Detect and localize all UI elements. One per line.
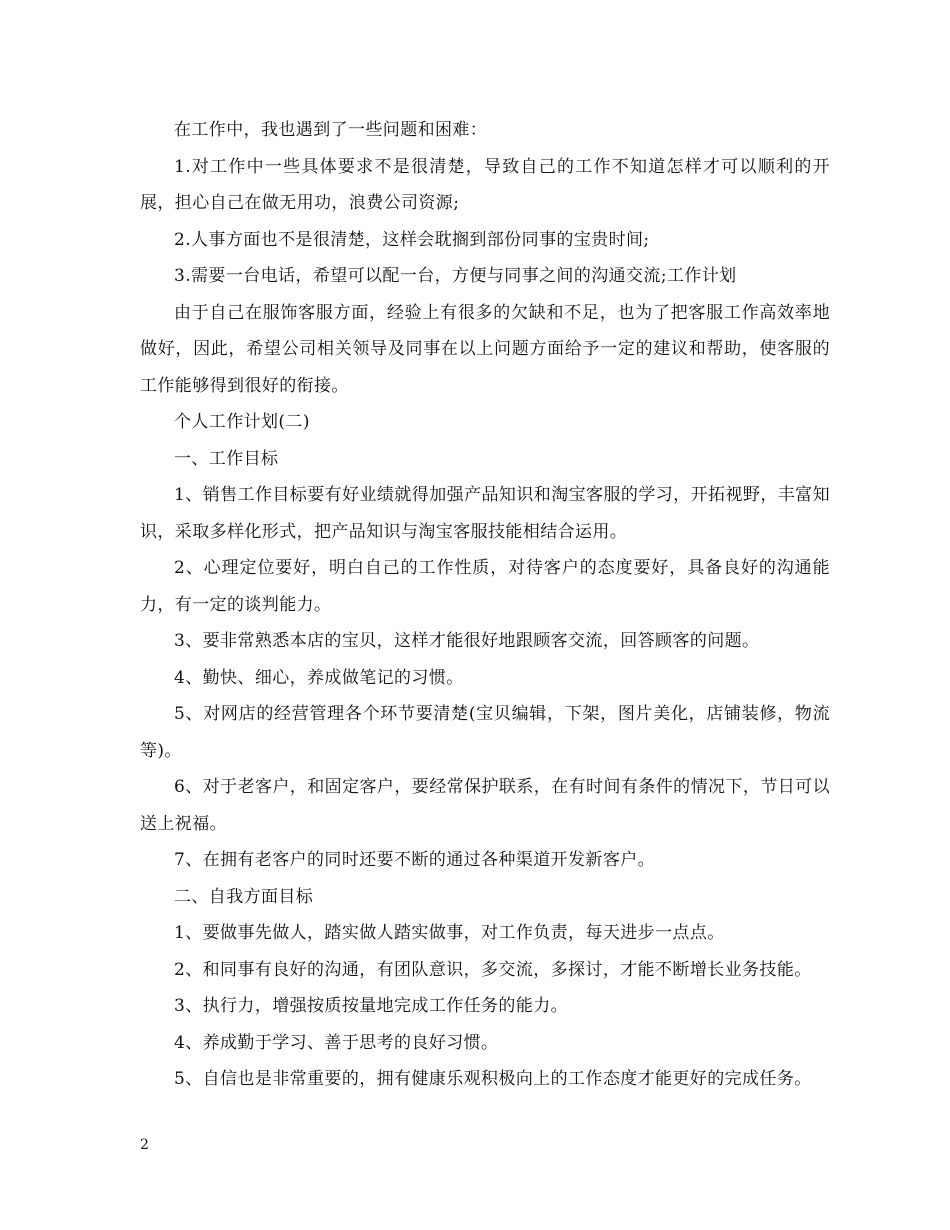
self-goal-item-3: 3、执行力，增强按质按量地完成工作任务的能力。	[174, 996, 569, 1016]
self-goals-heading: 二、自我方面目标	[174, 886, 314, 907]
self-goal-item-1: 1、要做事先做人，踏实做人踏实做事，对工作负责，每天进步一点点。	[174, 923, 725, 943]
problem-item-2: 2.人事方面也不是很清楚，这样会耽搁到部份同事的宝贵时间;	[174, 229, 650, 250]
work-goal-item-6: 6、对于老客户，和固定客户，要经常保护联系，在有时间有条件的情况下，节日可以送上祝福。	[140, 777, 830, 834]
self-goal-item-5: 5、自信也是非常重要的，拥有健康乐观积极向上的工作态度才能更好的完成任务。	[174, 1069, 812, 1089]
work-goal-item-4: 4、勤快、细心，养成做笔记的习惯。	[174, 667, 464, 688]
work-goal-item-5: 5、对网店的经营管理各个环节要清楚(宝贝编辑，下架，图片美化，店铺装修，物流等)。	[140, 704, 830, 761]
self-goal-item-2: 2、和同事有良好的沟通，有团队意识，多交流，多探讨，才能不断增长业务技能。	[174, 959, 812, 980]
problem-item-3: 3.需要一台电话，希望可以配一台，方便与同事之间的沟通交流;工作计划	[174, 266, 737, 286]
problem-item-1: 1.对工作中一些具体要求不是很清楚，导致自己的工作不知道怎样才可以顺利的开展，担心自己在做无用功，浪费公司资源;	[140, 156, 830, 213]
summary-paragraph: 由于自己在服饰客服方面，经验上有很多的欠缺和不足，也为了把客服工作高效率地做好，因此，希望公司相关领导及同事在以上问题方面给予一定的建议和帮助，使客服的工作能够得到很好的衔接。	[140, 302, 830, 396]
document-body	[140, 112, 830, 1098]
plan-section-title: 个人工作计划(二)	[174, 412, 310, 432]
work-goal-item-2: 2、心理定位要好，明白自己的工作性质，对待客户的态度要好，具备良好的沟通能力，有一定的谈判能力。	[140, 558, 830, 615]
work-goal-item-1: 1、销售工作目标要有好业绩就得加强产品知识和淘宝客服的学习，开拓视野，丰富知识，采取多样化形式，把产品知识与淘宝客服技能相结合运用。	[140, 485, 830, 542]
work-goals-heading: 一、工作目标	[174, 448, 279, 469]
work-goal-item-3: 3、要非常熟悉本店的宝贝，这样才能很好地跟顾客交流，回答顾客的问题。	[174, 631, 760, 651]
self-goal-item-4: 4、养成勤于学习、善于思考的良好习惯。	[174, 1032, 499, 1053]
work-goal-item-7: 7、在拥有老客户的同时还要不断的通过各种渠道开发新客户。	[174, 850, 656, 870]
intro-paragraph: 在工作中，我也遇到了一些问题和困难：	[174, 120, 488, 140]
page-number: 2	[140, 1137, 149, 1153]
